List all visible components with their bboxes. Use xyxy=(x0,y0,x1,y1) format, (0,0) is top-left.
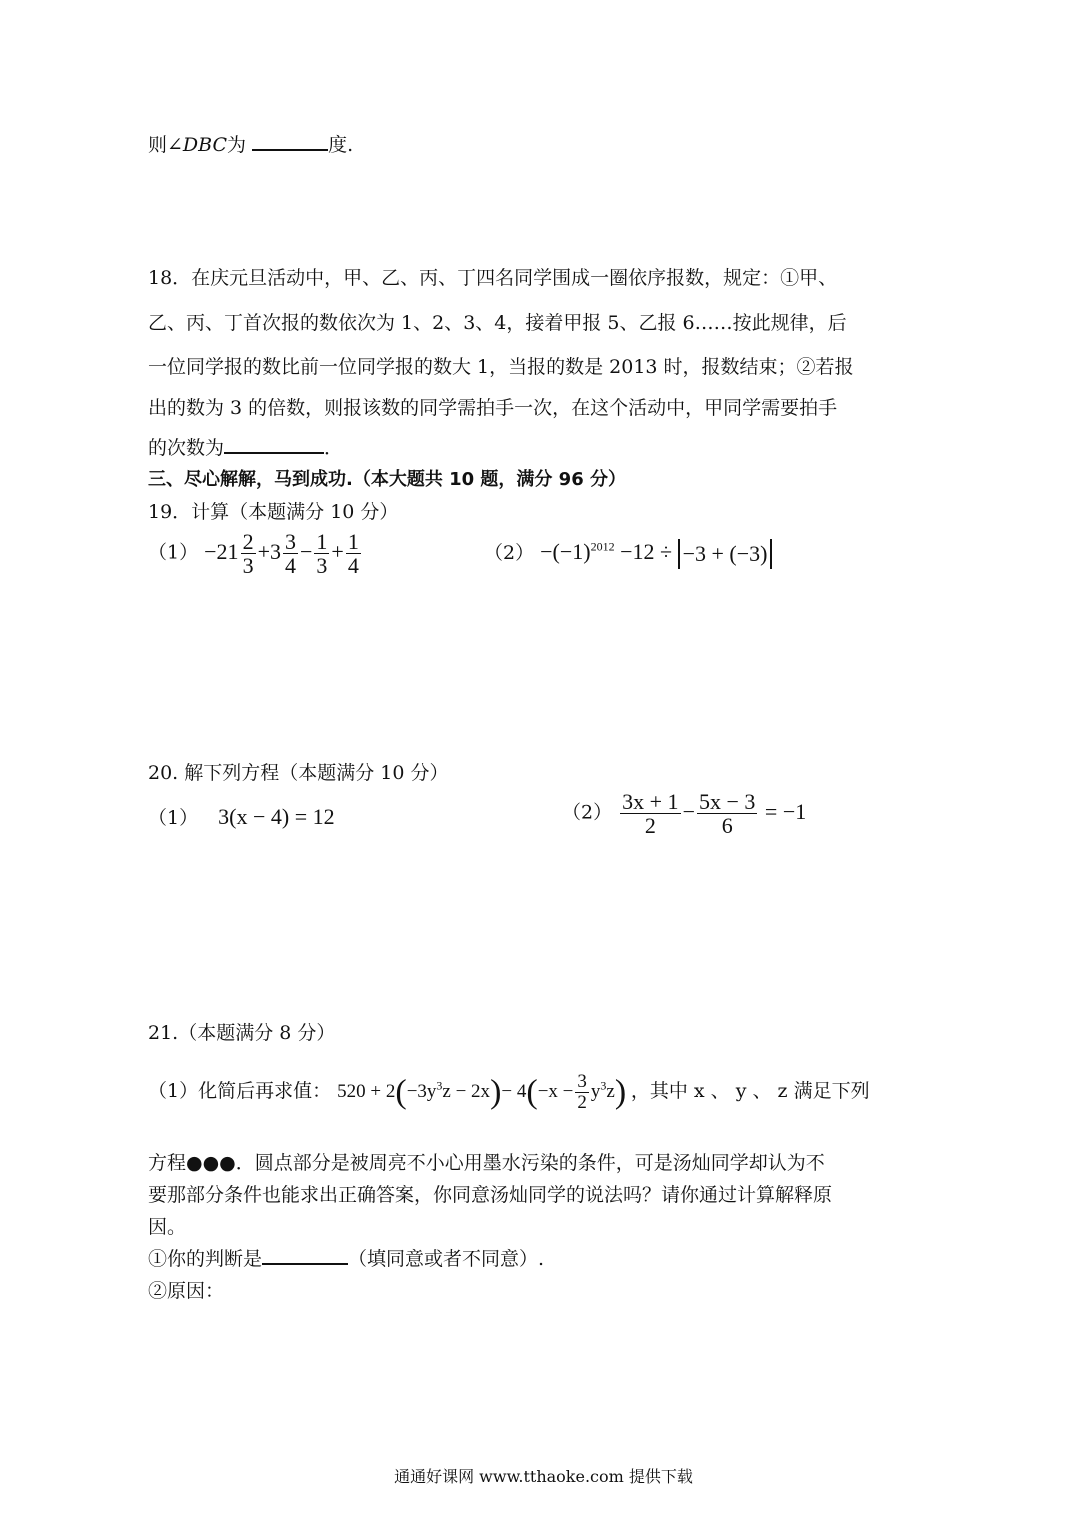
q19-frac-2 xyxy=(283,530,298,577)
q21-expr-e1: 3 xyxy=(436,1078,443,1093)
q21-title: 21.（本题满分 8 分） xyxy=(148,1022,336,1044)
q19-frac-1-num: 2 xyxy=(242,529,254,554)
q19-p1-lead: −21 xyxy=(204,538,239,564)
q21-part1 xyxy=(148,1072,870,1113)
q20-p2-rhs: = −1 xyxy=(764,798,807,824)
q21-expr xyxy=(337,1071,631,1113)
q20-frac-1-num: 3x + 1 xyxy=(622,789,679,814)
q21-frac-num: 3 xyxy=(577,1071,587,1092)
q20-p1-label: （1） xyxy=(148,807,199,829)
q21-frac xyxy=(575,1072,589,1113)
q21-expr-inner2: −x − xyxy=(537,1080,574,1102)
q18-line-2: 乙、丙、丁首次报的数依次为 1、2、3、4，接着甲报 5、乙报 6……按此规律，后 xyxy=(148,312,847,334)
q21-expr-inner2b: y xyxy=(590,1080,601,1102)
q18-line-1: 18．在庆元旦活动中，甲、乙、丙、丁四名同学围成一圈依序报数，规定：①甲、 xyxy=(148,267,838,289)
q18-last-suffix: ． xyxy=(324,437,344,459)
q20-frac-1 xyxy=(620,790,680,837)
q20-p2-expr xyxy=(618,789,807,839)
q19-frac-1 xyxy=(241,530,256,577)
q19-title: 19．计算（本题满分 10 分） xyxy=(148,501,399,523)
q21-line-2: 要那部分条件也能求出正确答案，你同意汤灿同学的说法吗？请你通过计算解释原 xyxy=(148,1184,833,1206)
q21-paren-open-1: ( xyxy=(395,1073,407,1111)
q21-paren-close-1: ) xyxy=(490,1073,502,1111)
q17-prefix: 则∠ xyxy=(148,134,183,156)
q19-p1-op1: +3 xyxy=(257,538,281,564)
q19-p1-op2: − xyxy=(299,538,313,564)
q20-frac-2-num: 5x − 3 xyxy=(698,789,756,814)
q19-part2 xyxy=(484,538,772,569)
q19-frac-3 xyxy=(314,530,329,577)
q21-judge-suffix: （填同意或者不同意）. xyxy=(348,1248,545,1270)
q19-p2-b: −12 ÷ xyxy=(620,539,673,564)
q20-p2-label: （2） xyxy=(562,801,613,824)
q20-p1-expr: 3(x − 4) = 12 xyxy=(218,804,335,829)
q17-tail xyxy=(148,130,353,157)
q20-frac-2 xyxy=(697,790,757,837)
q19-frac-2-num: 3 xyxy=(284,529,296,554)
q19-frac-4 xyxy=(346,530,361,577)
q19-frac-4-num: 1 xyxy=(347,529,359,554)
q21-judge-blank[interactable] xyxy=(262,1245,348,1265)
q17-mid: 为 xyxy=(227,134,247,156)
section3-title: 三、尽心解解，马到成功.（本大题共 10 题，满分 96 分） xyxy=(148,469,626,490)
q21-p1-suffix: ，其中 x 、 y 、 z 满足下列 xyxy=(630,1079,870,1102)
page-footer: 通通好课网 www.tthaoke.com 提供下载 xyxy=(394,1467,693,1486)
q19-part1 xyxy=(148,530,363,577)
q21-expr-b: − 4 xyxy=(501,1080,527,1102)
q21-judge-prefix: ①你的判断是 xyxy=(148,1248,263,1270)
q18-line-3: 一位同学报的数比前一位同学报的数大 1，当报的数是 2013 时，报数结束；②若报 xyxy=(148,356,854,378)
q18-line-4: 出的数为 3 的倍数，则报该数的同学需拍手一次，在这个活动中，甲同学需要拍手 xyxy=(148,397,838,419)
q19-frac-2-den: 4 xyxy=(284,553,296,579)
q20-p2-op: − xyxy=(682,798,695,824)
q19-p1-op3: + xyxy=(331,538,344,564)
q21-paren-open-2: ( xyxy=(526,1073,538,1111)
q21-reason: ②原因： xyxy=(148,1280,225,1302)
q21-line-3: 因。 xyxy=(148,1216,187,1238)
q19-p1-label: （1） xyxy=(148,541,199,564)
q19-frac-1-den: 3 xyxy=(242,553,254,579)
q18-last-prefix: 的次数为 xyxy=(148,437,225,459)
q21-judge xyxy=(148,1244,544,1271)
q20-frac-1-den: 2 xyxy=(644,813,656,839)
q20-part2 xyxy=(562,790,806,837)
q20-frac-2-den: 6 xyxy=(721,813,733,839)
q21-expr-a: 520 + 2 xyxy=(337,1080,396,1102)
q19-p1-expr xyxy=(204,529,363,579)
q17-answer-blank[interactable] xyxy=(252,131,328,151)
q21-expr-inner1b: z − 2x xyxy=(442,1080,491,1102)
q21-frac-den: 2 xyxy=(577,1091,587,1113)
q17-var: DBC xyxy=(182,134,228,156)
q21-line-1: 方程●●●．圆点部分是被周亮不小心用墨水污染的条件，可是汤灿同学却认为不 xyxy=(148,1152,825,1174)
q18-answer-blank[interactable] xyxy=(224,434,324,454)
q19-frac-3-num: 1 xyxy=(316,529,328,554)
q19-frac-3-den: 3 xyxy=(316,553,328,579)
q20-title: 20. 解下列方程（本题满分 10 分） xyxy=(148,762,449,784)
q19-p2-exp: 2012 xyxy=(590,539,615,554)
q21-p1-label: （1）化简后再求值： xyxy=(148,1079,332,1102)
q20-part1 xyxy=(148,803,335,830)
q19-p2-a: −(−1) xyxy=(540,539,591,564)
q21-expr-inner1: −3y xyxy=(406,1080,437,1102)
q18-line-5 xyxy=(148,433,343,460)
q19-p2-label: （2） xyxy=(484,542,535,564)
q19-p2-expr xyxy=(540,539,772,564)
q19-frac-4-den: 4 xyxy=(347,553,359,579)
q21-paren-close-2: ) xyxy=(614,1073,627,1111)
q21-expr-inner2c: z xyxy=(606,1080,615,1102)
q17-suffix: 度. xyxy=(328,134,354,156)
q19-p2-abs: −3 + (−3) xyxy=(678,539,773,569)
q21-expr-e2: 3 xyxy=(600,1078,607,1093)
